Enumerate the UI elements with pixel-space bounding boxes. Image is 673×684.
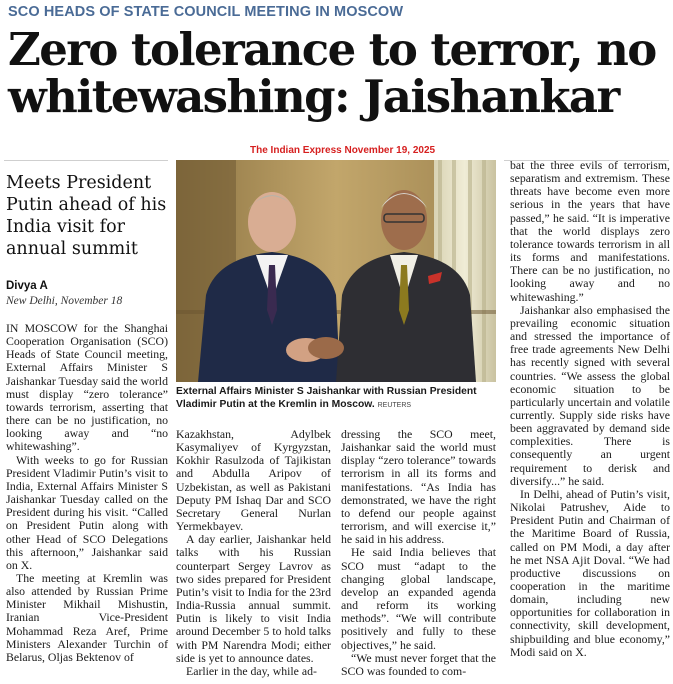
paragraph: Earlier in the day, while ad- xyxy=(186,663,317,678)
paragraph: Kazakhstan, Adylbek Kasymaliyev of Kyrgyzstan, Kokhir Rasulzoda of Tajikistan and Abdulla Aripov of Uzbekistan, as well as Pakistani Deputy PM Ishaq Dar and SCO Secretary General Nurlan Yermekbayev. xyxy=(176,427,331,534)
byline: Divya A xyxy=(6,280,48,292)
photo-caption xyxy=(176,386,498,412)
paragraph: With weeks to go for Russian President Vladimir Putin’s visit to India, External Affairs Minister S Jaishankar Tuesday called on the President during his visit. “Called on President Putin along with other Head of SCO Delegations this afternoon,” Jaishankar said on X. xyxy=(6,452,168,572)
source-label: The Indian Express November 19, 2025 xyxy=(250,145,436,156)
column-1 xyxy=(6,322,168,664)
photo-credit: REUTERS xyxy=(377,401,412,409)
paragraph: Jaishankar also emphasised the prevailing economic situation and stressed the importance of free trade agreements New Delhi has recently signed with several countries. “We assess the global economic situation to be particularly uncertain and volatile currently. Supply side risks have been aggravated by demand side complexities. There is consequently an urgent requirement to derisk and diversify...” he said. xyxy=(510,302,670,488)
column-4 xyxy=(510,159,670,659)
paragraph: “We must never forget that the SCO was founded to com- xyxy=(341,650,496,678)
paragraph: bat the three evils of terrorism, separatism and extremism. These threats have become even more serious in the years that have passed,” he said. “It is imperative that the world displays zero tolerance towards terrorism in all its forms and manifestations. There can be no justification, no looking away and no whitewashing.” xyxy=(510,158,670,304)
headline: Zero tolerance to terror, no whitewashing: Jaishankar xyxy=(8,23,656,123)
photo-caption-text: External Affairs Minister S Jaishankar with Russian President Vladimir Putin at the Kremlin in Moscow. xyxy=(176,386,477,410)
paragraph: He said India believes that SCO must “adapt to the changing global landscape, develop an expanded agenda and reform its working methods”. “We will contribute positively and fully to these objectives,” he said. xyxy=(341,545,496,652)
dateline: New Delhi, November 18 xyxy=(6,295,123,307)
photo-illustration xyxy=(176,160,496,382)
paragraph: IN MOSCOW for the Shanghai Cooperation Organisation (SCO) Heads of State Council meeting, External Affairs Minister S Jaishankar Tuesday said the world must display “zero tolerance” towards terrorism, asserting that there can be no justification, no looking away and “no whitewashing”. xyxy=(6,321,168,454)
divider-left xyxy=(4,160,168,161)
paragraph: In Delhi, ahead of Putin’s visit, Nikolai Patrushev, Aide to President Putin and Chairman of the Maritime Board of Russia, called on PM Modi, a day after he met NSA Ajit Doval. “We had productive discussions on cooperation in the maritime domain, including new opportunities for collaboration in connectivity, skill development, shipbuilding and blue economy,” Modi said on X. xyxy=(510,486,670,659)
paragraph: A day earlier, Jaishankar held talks with his Russian counterpart Sergey Lavrov as two sides prepared for President Putin’s visit to India for the 23rd India-Russia annual summit. Putin is likely to visit India around December 5 to hold talks with PM Narendra Modi; either side is yet to announce dates. xyxy=(176,532,331,665)
paragraph: The meeting at Kremlin was also attended by Russian Prime Minister Mikhail Mishustin, Iranian Vice-President Mohammad Reza Aref, Prime Ministers Alexander Turchin of Belarus, Oljas Bektenov of xyxy=(6,570,168,664)
kicker: SCO HEADS OF STATE COUNCIL MEETING IN MOSCOW xyxy=(8,4,404,20)
photo xyxy=(176,160,496,382)
paragraph: dressing the SCO meet, Jaishankar said the world must display “zero tolerance” towards terrorism in all its forms and manifestations. “As India has demonstrated, we have the right to defend our people against terrorism, and will exercise it,” he said in his address. xyxy=(341,427,496,547)
column-3 xyxy=(341,428,496,678)
deck: Meets President Putin ahead of his India visit for annual summit xyxy=(6,173,167,259)
column-2 xyxy=(176,428,331,678)
